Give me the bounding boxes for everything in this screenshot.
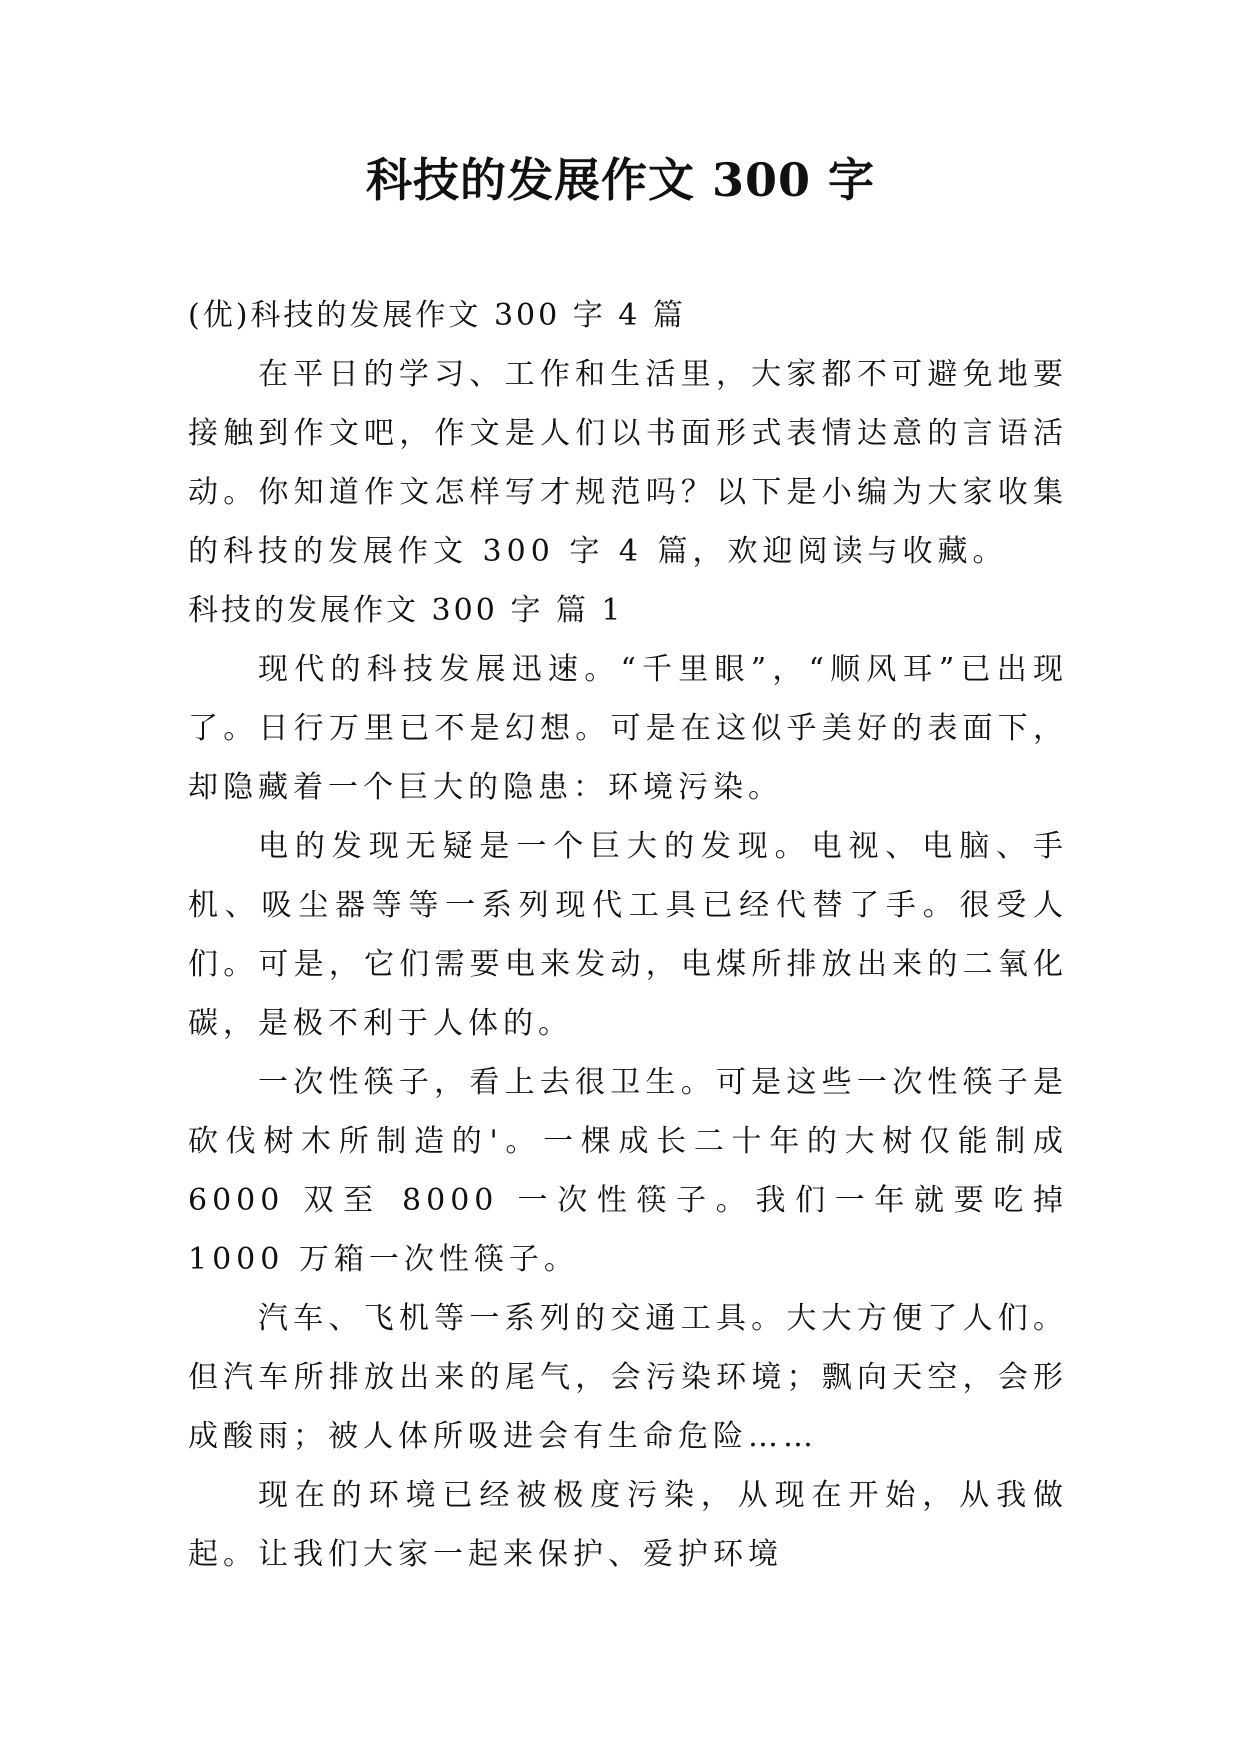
intro-paragraph: 在平日的学习、工作和生活里，大家都不可避免地要接触到作文吧，作文是人们以书面形式表情达意的言语活动。你知道作文怎样写才规范吗？以下是小编为大家收集的科技的发展作文 300 字 4 篇，欢迎阅读与收藏。 [188, 357, 1068, 569]
section-heading: 科技的发展作文 300 字 篇 1 [188, 593, 624, 628]
body-paragraph: 一次性筷子，看上去很卫生。可是这些一次性筷子是砍伐树木所制造的'。一棵成长二十年的大树仅能制成 6000 双至 8000 一次性筷子。我们一年就要吃掉 1000 万箱一次性筷子。 [188, 1065, 1068, 1277]
body-paragraph: 汽车、飞机等一系列的交通工具。大大方便了人们。但汽车所排放出来的尾气，会污染环境；飘向天空，会形成酸雨；被人体所吸进会有生命危险…… [188, 1301, 1068, 1454]
body-paragraph: 现在的环境已经被极度污染，从现在开始，从我做起。让我们大家一起来保护、爱护环境 [188, 1478, 1068, 1572]
document-body [188, 286, 1068, 1584]
body-paragraph: 现代的科技发展迅速。“千里眼”，“顺风耳”已出现了。日行万里已不是幻想。可是在这似乎美好的表面下，却隐藏着一个巨大的隐患：环境污染。 [188, 652, 1068, 805]
document-title: 科技的发展作文 300 字 [365, 153, 876, 207]
document-subtitle: (优)科技的发展作文 300 字 4 篇 [188, 298, 686, 333]
body-paragraph: 电的发现无疑是一个巨大的发现。电视、电脑、手机、吸尘器等等一系列现代工具已经代替了手。很受人们。可是，它们需要电来发动，电煤所排放出来的二氧化碳，是极不利于人体的。 [188, 829, 1068, 1041]
